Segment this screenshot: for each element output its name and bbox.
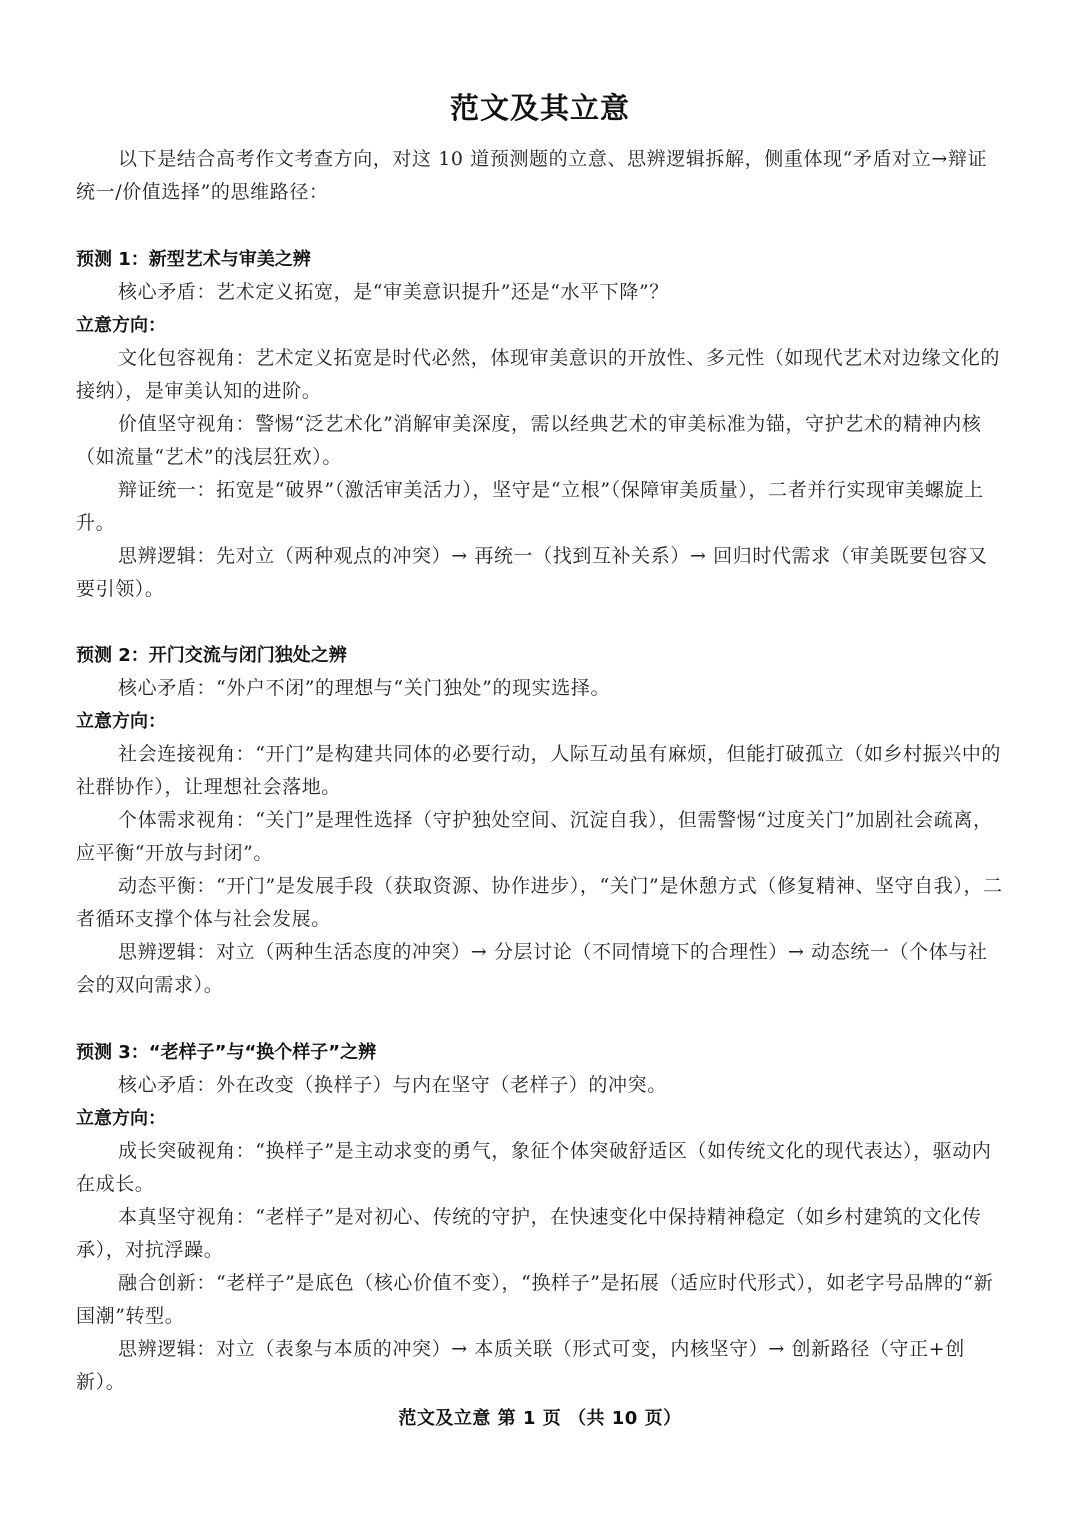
point-paragraph: 动态平衡：“开门”是发展手段（获取资源、协作进步），“关门”是休憩方式（修复精神、坚守自我），二者循环支撑个体与社会发展。	[76, 875, 1003, 930]
point-paragraph: 思辨逻辑：对立（表象与本质的冲突）→ 本质关联（形式可变，内核坚守）→ 创新路径（守正+创新）。	[76, 1338, 965, 1393]
core-contradiction: 核心矛盾：外在改变（换样子）与内在坚守（老样子）的冲突。	[118, 1074, 667, 1096]
point-paragraph: 个体需求视角：“关门”是理性选择（守护独处空间、沉淀自我），但需警惕“过度关门”加剧社会疏离，应平衡“开放与封闭”。	[76, 809, 993, 864]
direction-label: 立意方向：	[76, 1108, 166, 1129]
core-contradiction: 核心矛盾：“外户不闭”的理想与“关门独处”的现实选择。	[118, 677, 611, 699]
direction-label: 立意方向：	[76, 315, 166, 336]
page-footer: 范文及立意 第 1 页 （共 10 页）	[398, 1408, 682, 1429]
section-heading: 预测 1：新型艺术与审美之辨	[76, 249, 311, 270]
intro-paragraph: 以下是结合高考作文考查方向，对这 10 道预测题的立意、思辨逻辑拆解，侧重体现“矛盾对立→辩证统一/价值选择”的思维路径：	[76, 148, 988, 203]
point-paragraph: 融合创新：“老样子”是底色（核心价值不变），“换样子”是拓展（适应时代形式），如老字号品牌的“新国潮”转型。	[76, 1272, 994, 1327]
section-heading: 预测 3：“老样子”与“换个样子”之辨	[76, 1042, 377, 1063]
section-prediction-3	[76, 1036, 1006, 1399]
point-paragraph: 社会连接视角：“开门”是构建共同体的必要行动，人际互动虽有麻烦，但能打破孤立（如乡村振兴中的社群协作），让理想社会落地。	[76, 743, 1002, 798]
direction-label: 立意方向：	[76, 711, 166, 732]
point-paragraph: 价值坚守视角：警惕“泛艺术化”消解审美深度，需以经典艺术的审美标准为锚，守护艺术的精神内核（如流量“艺术”的浅层狂欢）。	[76, 413, 982, 468]
section-prediction-2	[76, 639, 1006, 1002]
point-paragraph: 文化包容视角：艺术定义拓宽是时代必然，体现审美意识的开放性、多元性（如现代艺术对边缘文化的接纳），是审美认知的进阶。	[76, 347, 1001, 402]
section-heading: 预测 2：开门交流与闭门独处之辨	[76, 645, 347, 666]
point-paragraph: 成长突破视角：“换样子”是主动求变的勇气，象征个体突破舒适区（如传统文化的现代表达），驱动内在成长。	[76, 1140, 992, 1195]
core-contradiction: 核心矛盾：艺术定义拓宽，是“审美意识提升”还是“水平下降”？	[118, 281, 669, 303]
point-paragraph: 本真坚守视角：“老样子”是对初心、传统的守护，在快速变化中保持精神稳定（如乡村建筑的文化传承），对抗浮躁。	[76, 1206, 982, 1261]
page-title: 范文及其立意	[449, 91, 630, 125]
point-paragraph: 辩证统一：拓宽是“破界”（激活审美活力），坚守是“立根”（保障审美质量），二者并行实现审美螺旋上升。	[76, 479, 984, 534]
point-paragraph: 思辨逻辑：对立（两种生活态度的冲突）→ 分层讨论（不同情境下的合理性）→ 动态统一（个体与社会的双向需求）。	[76, 941, 988, 996]
point-paragraph: 思辨逻辑：先对立（两种观点的冲突）→ 再统一（找到互补关系）→ 回归时代需求（审美既要包容又要引领）。	[76, 545, 988, 600]
section-prediction-1	[76, 243, 1006, 606]
